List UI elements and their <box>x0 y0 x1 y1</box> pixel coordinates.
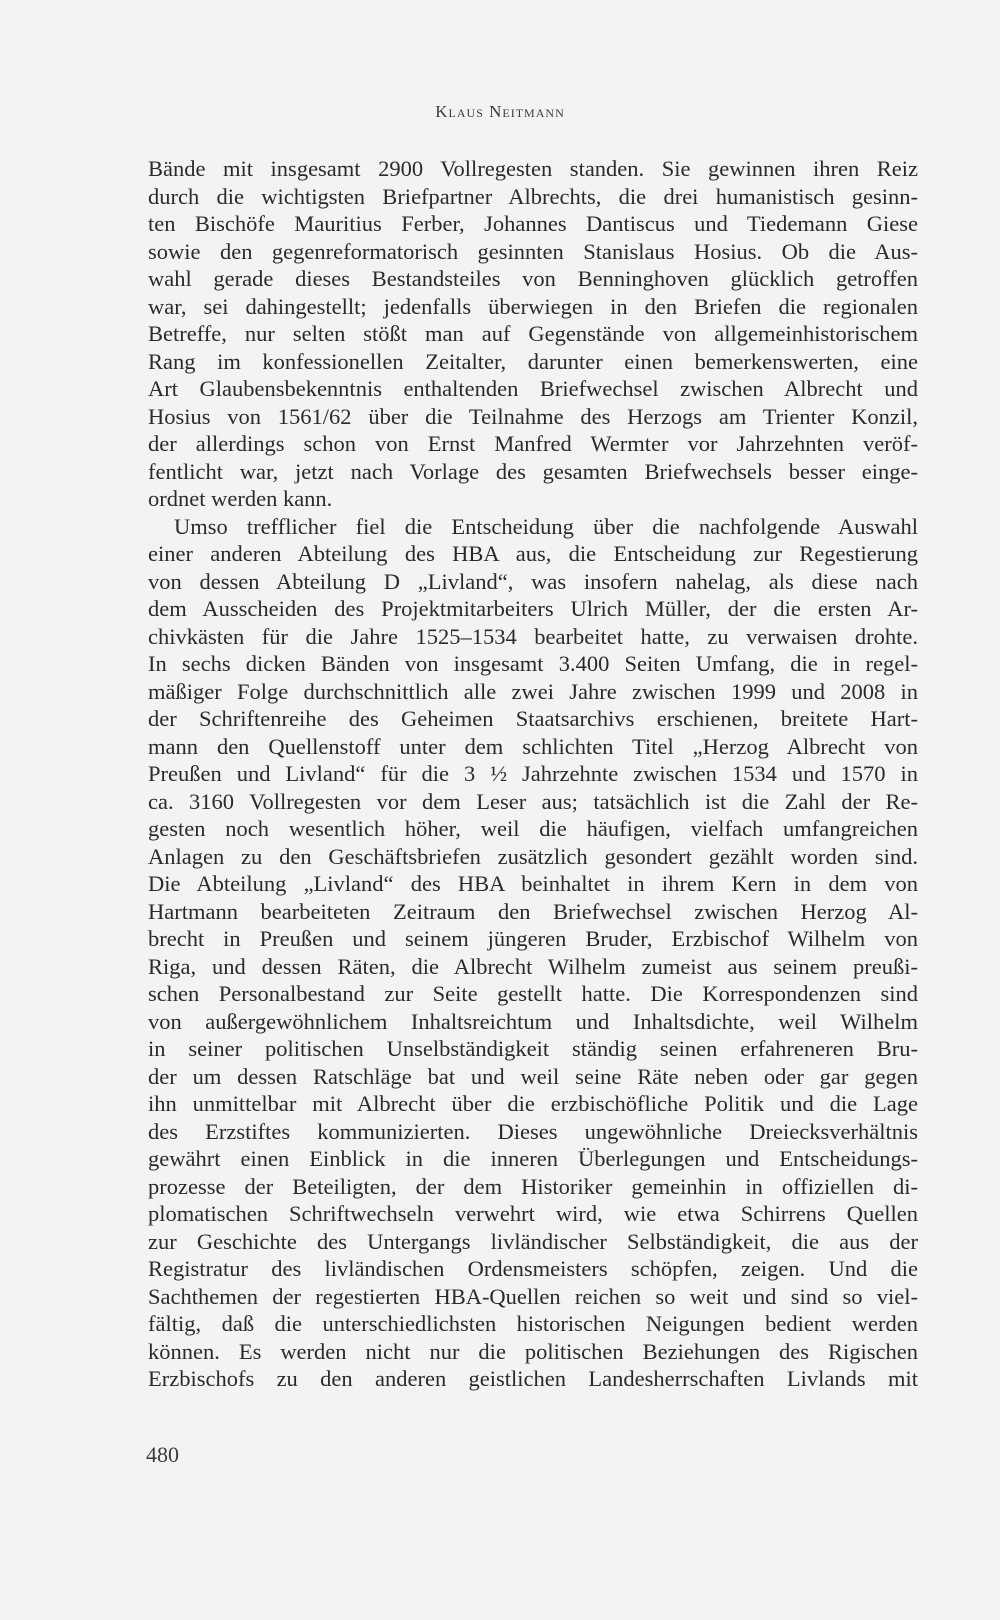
body-text <box>148 155 918 1393</box>
text-line: chivkästen für die Jahre 1525–1534 bearbeitet hatte, zu verwaisen drohte. <box>148 623 918 649</box>
text-line: Erzbischofs zu den anderen geistlichen Landesherrschaften Livlands mit <box>148 1366 918 1391</box>
text-line: von außergewöhnlichem Inhaltsreichtum und Inhaltsdichte, weil Wilhelm <box>148 1008 918 1034</box>
text-line: Sachthemen der regestierten HBA-Quellen reichen so weit und sind so viel- <box>148 1283 918 1309</box>
text-line: ten Bischöfe Mauritius Ferber, Johannes Dantiscus und Tiedemann Giese <box>148 211 918 236</box>
text-line: fältig, daß die unterschiedlichsten historischen Neigungen bedient werden <box>148 1311 918 1336</box>
text-line: plomatischen Schriftwechseln verwehrt wird, wie etwa Schirrens Quellen <box>148 1201 918 1226</box>
text-line: wahl gerade dieses Bestandsteiles von Benninghoven glücklich getroffen <box>148 266 918 291</box>
text-line: Betreffe, nur selten stößt man auf Gegenstände von allgemeinhistorischem <box>148 321 918 346</box>
text-line: ordnet werden kann. <box>148 486 333 511</box>
text-line: war, sei dahingestellt; jedenfalls überwiegen in den Briefen die regionalen <box>148 293 918 319</box>
running-head: Klaus Neitmann <box>435 102 565 121</box>
text-line: gesten noch wesentlich höher, weil die häufigen, vielfach umfangreichen <box>148 816 918 841</box>
text-line: Hartmann bearbeiteten Zeitraum den Briefwechsel zwischen Herzog Al- <box>148 898 918 924</box>
text-line: ihn unmittelbar mit Albrecht über die erzbischöfliche Politik und die Lage <box>148 1091 918 1116</box>
text-line: prozesse der Beteiligten, der dem Historiker gemeinhin in offiziellen di- <box>148 1173 918 1199</box>
text-line: fentlicht war, jetzt nach Vorlage des gesamten Briefwechsels besser einge- <box>148 458 918 484</box>
text-line: einer anderen Abteilung des HBA aus, die Entscheidung zur Regestierung <box>148 541 918 566</box>
text-line: schen Personalbestand zur Seite gestellt hatte. Die Korrespondenzen sind <box>148 981 918 1006</box>
text-line: der um dessen Ratschläge bat und weil seine Räte neben oder gar gegen <box>148 1063 918 1089</box>
text-line: Anlagen zu den Geschäftsbriefen zusätzlich gesondert gezählt worden sind. <box>148 843 918 869</box>
text-line: Hosius von 1561/62 über die Teilnahme des Herzogs am Trienter Konzil, <box>148 403 918 429</box>
text-line: Art Glaubensbekenntnis enthaltenden Briefwechsel zwischen Albrecht und <box>148 376 918 401</box>
text-line: Die Abteilung „Livland“ des HBA beinhaltet in ihrem Kern in dem von <box>148 871 918 896</box>
text-line: der allerdings schon von Ernst Manfred Wermter vor Jahrzehnten veröf- <box>148 431 918 456</box>
text-line: Riga, und dessen Räten, die Albrecht Wilhelm zumeist aus seinem preußi- <box>148 953 918 979</box>
text-line: gewährt einen Einblick in die inneren Überlegungen und Entscheidungs- <box>148 1146 918 1171</box>
text-line: können. Es werden nicht nur die politischen Beziehungen des Rigischen <box>148 1338 918 1364</box>
page-number: 480 <box>146 1442 179 1467</box>
text-line: Bände mit insgesamt 2900 Vollregesten standen. Sie gewinnen ihren Reiz <box>148 156 918 181</box>
text-line: des Erzstiftes kommunizierten. Dieses ungewöhnliche Dreiecksverhältnis <box>148 1118 918 1144</box>
text-line: zur Geschichte des Untergangs livländischer Selbständigkeit, die aus der <box>148 1228 918 1254</box>
text-line: Rang im konfessionellen Zeitalter, darunter einen bemerkenswerten, eine <box>148 348 918 374</box>
text-line: von dessen Abteilung D „Livland“, was insofern nahelag, als diese nach <box>148 568 918 594</box>
text-line: ca. 3160 Vollregesten vor dem Leser aus; tatsächlich ist die Zahl der Re- <box>148 788 918 814</box>
text-line: brecht in Preußen und seinem jüngeren Bruder, Erzbischof Wilhelm von <box>148 926 918 951</box>
text-line: dem Ausscheiden des Projektmitarbeiters Ulrich Müller, der die ersten Ar- <box>148 596 918 621</box>
text-line: In sechs dicken Bänden von insgesamt 3.400 Seiten Umfang, die in regel- <box>148 651 918 676</box>
text-line: Registratur des livländischen Ordensmeisters schöpfen, zeigen. Und die <box>148 1256 918 1281</box>
text-line: mann den Quellenstoff unter dem schlichten Titel „Herzog Albrecht von <box>148 733 918 759</box>
text-line: in seiner politischen Unselbständigkeit ständig seinen erfahreneren Bru- <box>148 1036 918 1061</box>
text-line: sowie den gegenreformatorisch gesinnten Stanislaus Hosius. Ob die Aus- <box>148 238 918 264</box>
text-line: Preußen und Livland“ für die 3 ½ Jahrzehnte zwischen 1534 und 1570 in <box>148 761 918 786</box>
text-line: mäßiger Folge durchschnittlich alle zwei Jahre zwischen 1999 und 2008 in <box>148 678 918 704</box>
text-line: der Schriftenreihe des Geheimen Staatsarchivs erschienen, breitete Hart- <box>148 706 918 731</box>
text-line: durch die wichtigsten Briefpartner Albrechts, die drei humanistisch gesinn- <box>148 183 918 209</box>
text-line: Umso trefflicher fiel die Entscheidung über die nachfolgende Auswahl <box>174 513 918 539</box>
